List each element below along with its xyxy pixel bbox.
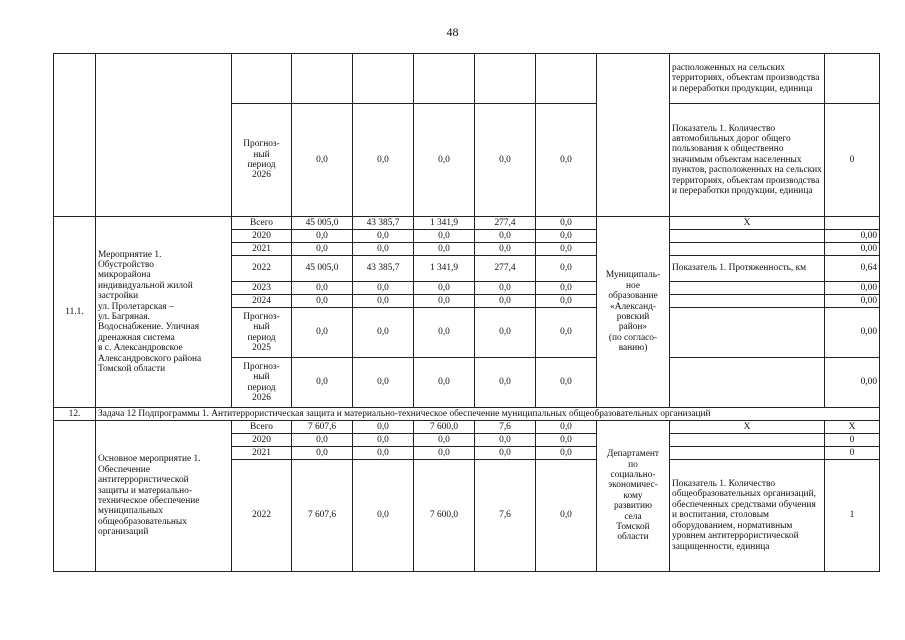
value-cell: 0,0 [475,243,536,256]
indicator-value: 0,00 [825,308,880,358]
value-cell: 0,0 [353,308,414,358]
indicator-value: 0,00 [825,295,880,308]
value-cell: 0,0 [353,295,414,308]
value-cell: 0,0 [292,295,353,308]
value-cell: 7,6 [475,421,536,434]
indicator-text: Показатель 1. Количество общеобразовательных организаций, обеспеченных средствами обучения и воспитания, столовым оборудованием, нормативным уровнем антитеррористической защищенности, единица [670,460,825,572]
value-cell: 0,0 [536,447,597,460]
indicator-value: 0,00 [825,282,880,295]
value-cell: 0,0 [536,256,597,282]
value-cell: 0,0 [292,308,353,358]
value-cell: 0,0 [536,308,597,358]
value-cell: 277,4 [475,256,536,282]
period-label: Прогноз- ный период 2026 [232,104,292,217]
value-cell: 0,0 [414,104,475,217]
value-cell: 0,0 [353,243,414,256]
indicator-text [670,243,825,256]
cont-indicator-tail: расположенных на сельских территориях, объектам производства и переработки продукции, единица [670,54,825,104]
year-label: Всего [232,421,292,434]
year-label: 2023 [232,282,292,295]
cont-executor-cell [597,54,670,217]
value-cell: 0,0 [353,230,414,243]
value-cell: 7 607,6 [292,460,353,572]
indicator-text [670,295,825,308]
value-cell: 0,0 [536,421,597,434]
indicator-text [670,308,825,358]
value-cell: 0,0 [475,308,536,358]
year-label: 2022 [232,256,292,282]
value-cell: 0,0 [536,217,597,230]
value-cell: 0,0 [536,104,597,217]
value-cell: 0,0 [353,421,414,434]
year-label: 2021 [232,243,292,256]
indicator-text [670,447,825,460]
value-cell: 7 600,0 [414,460,475,572]
year-label: 2022 [232,460,292,572]
value-cell: 277,4 [475,217,536,230]
value-cell: 45 005,0 [292,256,353,282]
value-cell: 0,0 [475,295,536,308]
value-cell: 0,0 [536,295,597,308]
value-cell: 0,0 [475,104,536,217]
value-cell: 7 607,6 [292,421,353,434]
value-cell: 0,0 [475,282,536,295]
year-label: Всего [232,217,292,230]
indicator-text [670,358,825,408]
indicator-text: Показатель 1. Количество автомобильных дорог общего пользования к общественно значимым объектам населенных пунктов, расположенных на сельских территориях, объектам производства и переработки продукции, единица [670,104,825,217]
value-cell: 0,0 [292,243,353,256]
indicator-value: 0 [825,434,880,447]
value-cell: 0,0 [414,447,475,460]
year-label: 2024 [232,295,292,308]
executor-name: Муниципаль- ное образование «Александ- ровский район» (по согласо- ванию) [597,217,670,408]
indicator-value: 0,00 [825,243,880,256]
indicator-text: Х [670,421,825,434]
value-cell: 0,0 [292,434,353,447]
value-cell: 0,0 [536,434,597,447]
value-cell: 0,0 [414,295,475,308]
value-cell: 0,0 [292,447,353,460]
indicator-text: Х [670,217,825,230]
value-cell: 45 005,0 [292,217,353,230]
period-label: Прогноз- ный период 2026 [232,358,292,408]
cont-number-cell [54,54,96,217]
executor-name: Департамент по социально- экономичес- кому развитию села Томской области [597,421,670,572]
indicator-value: 0 [825,104,880,217]
value-cell: 0,0 [536,358,597,408]
value-cell: 0,0 [475,358,536,408]
value-cell: 0,0 [292,104,353,217]
value-cell: 0,0 [536,282,597,295]
program-table [53,53,880,572]
value-cell: 0,0 [292,282,353,295]
value-cell: 0,0 [414,243,475,256]
measure-name: Основное мероприятие 1. Обеспечение антитеррористической защиты и материально- техническое обеспечение муниципальных общеобразовательных организаций [96,421,232,572]
value-cell: 0,0 [353,447,414,460]
value-cell: 0,0 [475,434,536,447]
value-cell: 0,0 [414,230,475,243]
value-cell: 7,6 [475,460,536,572]
indicator-value: Х [825,421,880,434]
indicator-value: 0,00 [825,358,880,408]
value-cell: 0,0 [536,243,597,256]
value-cell: 43 385,7 [353,256,414,282]
value-cell: 0,0 [353,358,414,408]
value-cell: 0,0 [475,230,536,243]
indicator-text [670,230,825,243]
indicator-text [670,434,825,447]
period-label: Прогноз- ный период 2025 [232,308,292,358]
value-cell: 7 600,0 [414,421,475,434]
indicator-value: 0 [825,447,880,460]
indicator-value [825,217,880,230]
value-cell: 0,0 [353,104,414,217]
page-number: 48 [446,25,459,39]
value-cell: 0,0 [536,230,597,243]
value-cell: 0,0 [414,282,475,295]
row-number: 11.1. [54,217,96,408]
value-cell: 1 341,9 [414,256,475,282]
value-cell: 0,0 [414,308,475,358]
empty-number-cell [54,421,96,572]
value-cell: 1 341,9 [414,217,475,230]
indicator-value: 0,64 [825,256,880,282]
indicator-text: Показатель 1. Протяженность, км [670,256,825,282]
indicator-value: 1 [825,460,880,572]
value-cell: 0,0 [353,434,414,447]
value-cell: 0,0 [353,282,414,295]
measure-name: Мероприятие 1. Обустройство микрорайона индивидуальной жилой застройки ул. Пролетарская – ул. Багряная. Водоснабжение. Уличная дренажная система в с. Александровское Александровского района Томской области [96,217,232,408]
indicator-text [670,282,825,295]
year-label: 2020 [232,434,292,447]
year-label: 2021 [232,447,292,460]
value-cell: 0,0 [475,447,536,460]
value-cell: 0,0 [353,460,414,572]
value-cell: 43 385,7 [353,217,414,230]
indicator-value: 0,00 [825,230,880,243]
value-cell: 0,0 [292,230,353,243]
value-cell: 0,0 [292,358,353,408]
value-cell: 0,0 [414,358,475,408]
year-label: 2020 [232,230,292,243]
task-title: Задача 12 Подпрограммы 1. Антитеррористическая защита и материально-техническое обеспечение муниципальных общеобразовательных организаций [96,408,880,421]
value-cell: 0,0 [414,434,475,447]
row-number: 12. [54,408,96,421]
cont-name-cell [96,54,232,217]
value-cell: 0,0 [536,460,597,572]
